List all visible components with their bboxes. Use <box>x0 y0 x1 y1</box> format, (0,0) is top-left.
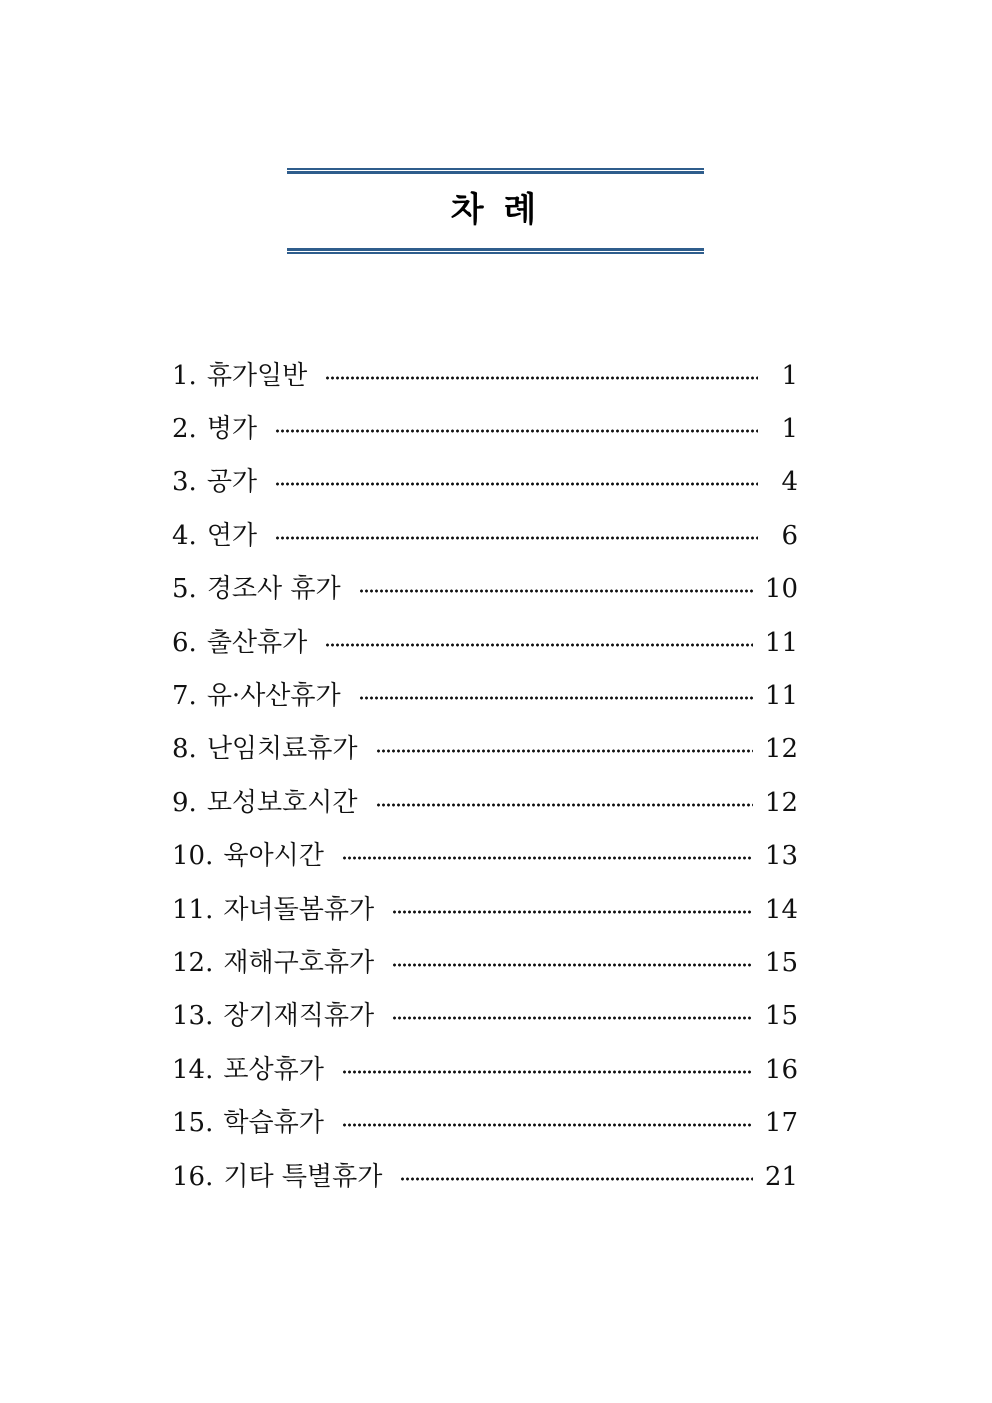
toc-dot-leader <box>376 803 753 807</box>
toc-entry[interactable] <box>172 669 798 722</box>
toc-entry-label: 휴가일반 <box>206 360 308 391</box>
toc-entry[interactable] <box>172 402 798 455</box>
toc-dot-leader <box>359 696 753 700</box>
toc-entry-number: 6. <box>172 627 197 658</box>
title-block <box>287 168 704 254</box>
toc-entry-label: 공가 <box>206 467 258 498</box>
toc-entry-label: 포상휴가 <box>223 1054 324 1085</box>
toc-entry-label: 재해구호휴가 <box>223 947 375 978</box>
toc-entry[interactable] <box>172 1096 798 1149</box>
toc-entry[interactable] <box>172 723 798 776</box>
toc-entry-page: 4 <box>781 467 798 498</box>
toc-entry-page: 21 <box>764 1161 798 1192</box>
toc-entry-number: 10. <box>172 841 214 872</box>
toc-dot-leader <box>275 482 758 486</box>
toc-dot-leader <box>325 376 758 380</box>
toc-entry[interactable] <box>172 830 798 883</box>
toc-entry[interactable] <box>172 936 798 989</box>
toc-dot-leader <box>325 643 753 647</box>
toc-entry[interactable] <box>172 509 798 562</box>
toc-dot-leader <box>400 1177 753 1181</box>
toc-entry-label: 연가 <box>206 520 258 551</box>
toc-dot-leader <box>275 429 758 433</box>
toc-entry-number: 11. <box>172 894 214 925</box>
toc-entry[interactable] <box>172 990 798 1043</box>
toc-entry-page: 6 <box>781 520 798 551</box>
title-rule-bottom <box>287 248 704 254</box>
toc-entry[interactable] <box>172 456 798 509</box>
toc-entry-page: 16 <box>764 1054 798 1085</box>
toc-entry[interactable] <box>172 883 798 936</box>
toc-entry-number: 9. <box>172 787 197 818</box>
toc-entry-page: 12 <box>764 787 798 818</box>
toc-entry-page: 15 <box>764 1001 798 1032</box>
toc-entry-page: 17 <box>764 1108 798 1139</box>
toc-entry-number: 3. <box>172 467 197 498</box>
toc-entry-label: 난임치료휴가 <box>206 734 358 765</box>
toc-entry[interactable] <box>172 1150 798 1203</box>
toc-entry-label: 학습휴가 <box>223 1108 324 1139</box>
page-title: 차 례 <box>450 190 541 230</box>
toc-dot-leader <box>392 963 753 967</box>
toc-entry-page: 10 <box>764 574 798 605</box>
toc-entry-number: 12. <box>172 947 214 978</box>
toc-entry-page: 12 <box>764 734 798 765</box>
toc-entry-label: 육아시간 <box>223 841 324 872</box>
toc-entry-page: 1 <box>781 360 798 391</box>
toc-entry-number: 8. <box>172 734 197 765</box>
toc-entry-number: 4. <box>172 520 197 551</box>
toc-entry-page: 1 <box>781 414 798 445</box>
toc-entry-page: 11 <box>764 627 798 658</box>
toc-entry-label: 장기재직휴가 <box>223 1001 375 1032</box>
toc-dot-leader <box>342 856 753 860</box>
toc-entry-number: 1. <box>172 360 197 391</box>
toc-entry-page: 15 <box>764 947 798 978</box>
toc-entry-page: 14 <box>764 894 798 925</box>
toc-entry-number: 15. <box>172 1108 214 1139</box>
toc-entry[interactable] <box>172 1043 798 1096</box>
toc-entry[interactable] <box>172 776 798 829</box>
toc-entry-label: 병가 <box>206 414 258 445</box>
toc-entry-label: 유·사산휴가 <box>206 681 341 712</box>
toc-entry-number: 16. <box>172 1161 214 1192</box>
toc-entry-page: 11 <box>764 681 798 712</box>
toc-dot-leader <box>342 1123 753 1127</box>
toc-dot-leader <box>359 589 753 593</box>
toc-entry-number: 14. <box>172 1054 214 1085</box>
toc-entry-label: 출산휴가 <box>206 627 308 658</box>
toc-dot-leader <box>342 1070 753 1074</box>
toc-dot-leader <box>392 910 753 914</box>
toc-dot-leader <box>392 1016 753 1020</box>
toc-entry-label: 모성보호시간 <box>206 787 358 818</box>
toc-entry-label: 자녀돌봄휴가 <box>223 894 375 925</box>
toc-entry[interactable] <box>172 349 798 402</box>
toc-entry-number: 7. <box>172 681 197 712</box>
toc-entry-number: 5. <box>172 574 197 605</box>
toc-entry-number: 2. <box>172 414 197 445</box>
toc-dot-leader <box>376 749 753 753</box>
table-of-contents <box>172 349 798 1203</box>
toc-entry[interactable] <box>172 563 798 616</box>
toc-entry[interactable] <box>172 616 798 669</box>
title-rule-top <box>287 168 704 174</box>
toc-entry-label: 경조사 휴가 <box>206 574 341 605</box>
toc-dot-leader <box>275 536 758 540</box>
toc-entry-number: 13. <box>172 1001 214 1032</box>
toc-entry-label: 기타 특별휴가 <box>223 1161 383 1192</box>
toc-entry-page: 13 <box>764 841 798 872</box>
